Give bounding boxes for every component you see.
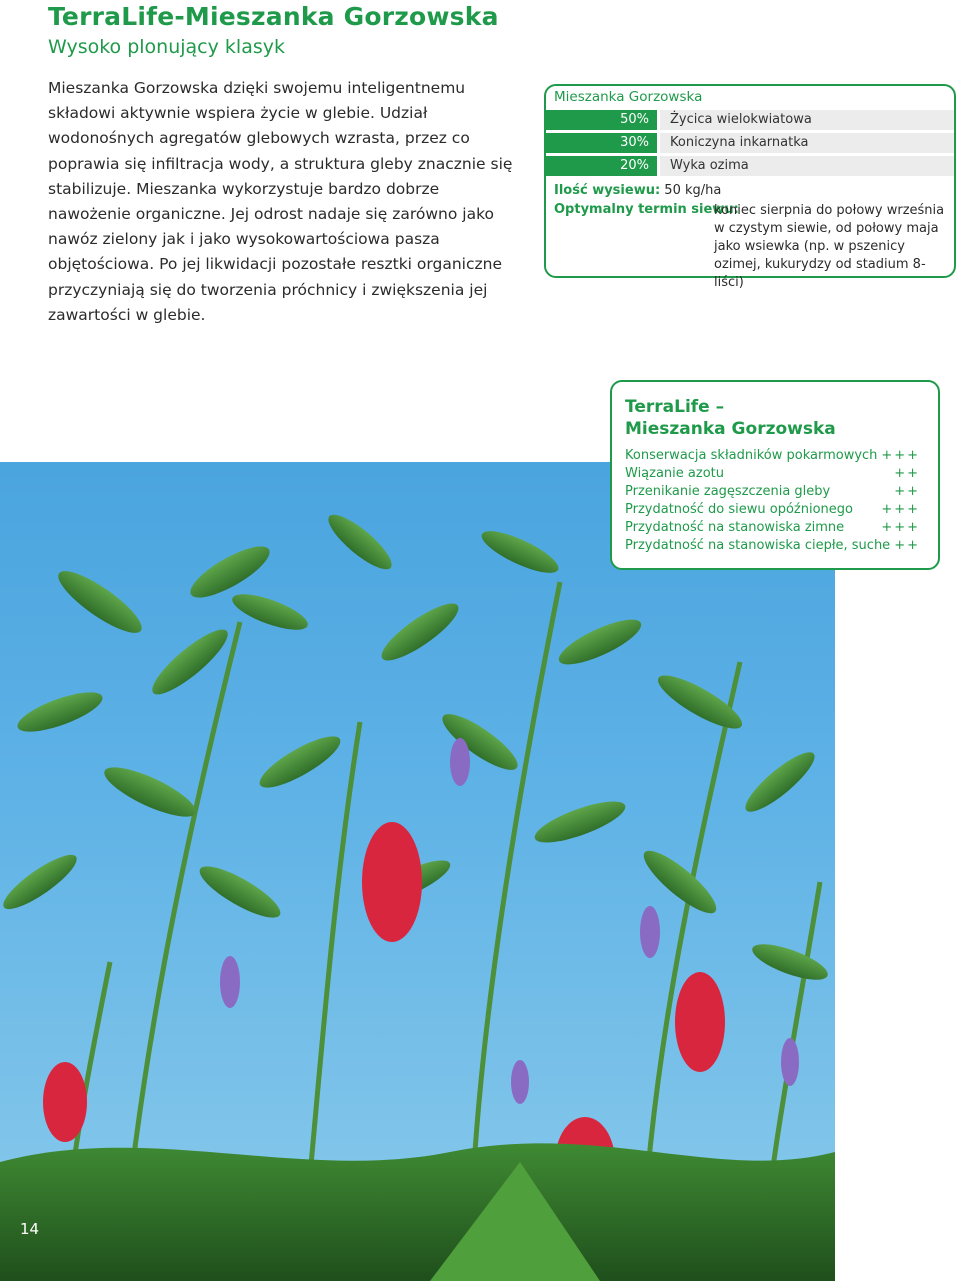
rating-label: Przydatność do siewu opóźnionego (625, 502, 853, 517)
plant-illustration (0, 462, 835, 1281)
rating-title-line-2: Mieszanka Gorzowska (625, 419, 836, 439)
rating-title (625, 396, 836, 440)
rating-value: +++ (881, 502, 920, 517)
rating-value: ++ (894, 484, 920, 499)
rating-row (625, 501, 920, 519)
sowing-term-label-wrap (554, 202, 739, 217)
field-photo (0, 462, 835, 1281)
rating-value: ++ (894, 466, 920, 481)
rating-value: +++ (881, 520, 920, 535)
seeding-rate-value: 50 kg/ha (664, 183, 722, 198)
mixture-row (546, 110, 954, 130)
mixture-component-name: Wyka ozima (660, 156, 954, 176)
mixture-title: Mieszanka Gorzowska (554, 89, 703, 105)
intro-paragraph: Mieszanka Gorzowska dzięki swojemu inteligentnemu składowi aktywnie wspiera życie w glebie. Udział wodonośnych agregatów glebowych wzrasta, przez co poprawia się infiltracja wody, a struktura gleby znacznie się stabilizuje. Mieszanka wykorzystuje bardzo dobrze nawożenie organiczne. Jej odrost nadaje się zarówno jako nawóz zielony jak i jako wysokowartościowa pasza objętościowa. Po jej likwidacji pozostałe resztki organiczne przyczyniają się do tworzenia próchnicy i zwiększenia jej zawartości w glebie. (48, 79, 513, 324)
rating-row (625, 519, 920, 537)
sowing-term-label: Optymalny termin siewu: (554, 202, 739, 217)
mixture-component-name: Życica wielokwiatowa (660, 110, 954, 130)
page-number: 14 (20, 1220, 40, 1238)
mixture-box (544, 84, 956, 290)
mixture-row (546, 156, 954, 176)
rating-row (625, 537, 920, 555)
rating-label: Konserwacja składników pokarmowych (625, 448, 878, 463)
seeding-rate-label: Ilość wysiewu: (554, 183, 661, 198)
page-title: TerraLife-Mieszanka Gorzowska (48, 2, 499, 31)
mixture-component-name: Koniczyna inkarnatka (660, 133, 954, 153)
rating-label: Przenikanie zagęszczenia gleby (625, 484, 831, 499)
rating-value: +++ (881, 448, 920, 463)
mixture-row (546, 133, 954, 153)
rating-label: Wiązanie azotu (625, 466, 724, 481)
rating-box (610, 380, 940, 570)
rating-label: Przydatność na stanowiska ciepłe, suche (625, 538, 891, 553)
rating-title-line-1: TerraLife – (625, 397, 725, 417)
rating-row (625, 483, 920, 501)
rating-value: ++ (894, 538, 920, 553)
seeding-rate (554, 183, 721, 198)
rating-label: Przydatność na stanowiska zimne (625, 520, 845, 535)
rating-row (625, 447, 920, 465)
mixture-percent: 20% (546, 156, 657, 176)
page-subtitle: Wysoko plonujący klasyk (48, 36, 285, 58)
mixture-percent: 50% (546, 110, 657, 130)
mixture-percent: 30% (546, 133, 657, 153)
rating-row (625, 465, 920, 483)
sowing-term-value-1: koniec sierpnia do połowy września (714, 203, 945, 218)
sowing-term-value-2: w czystym siewie, od połowy maja jako wsiewka (np. w pszenicy ozimej, kukurydzy od stadium 8-liści) (714, 221, 939, 290)
